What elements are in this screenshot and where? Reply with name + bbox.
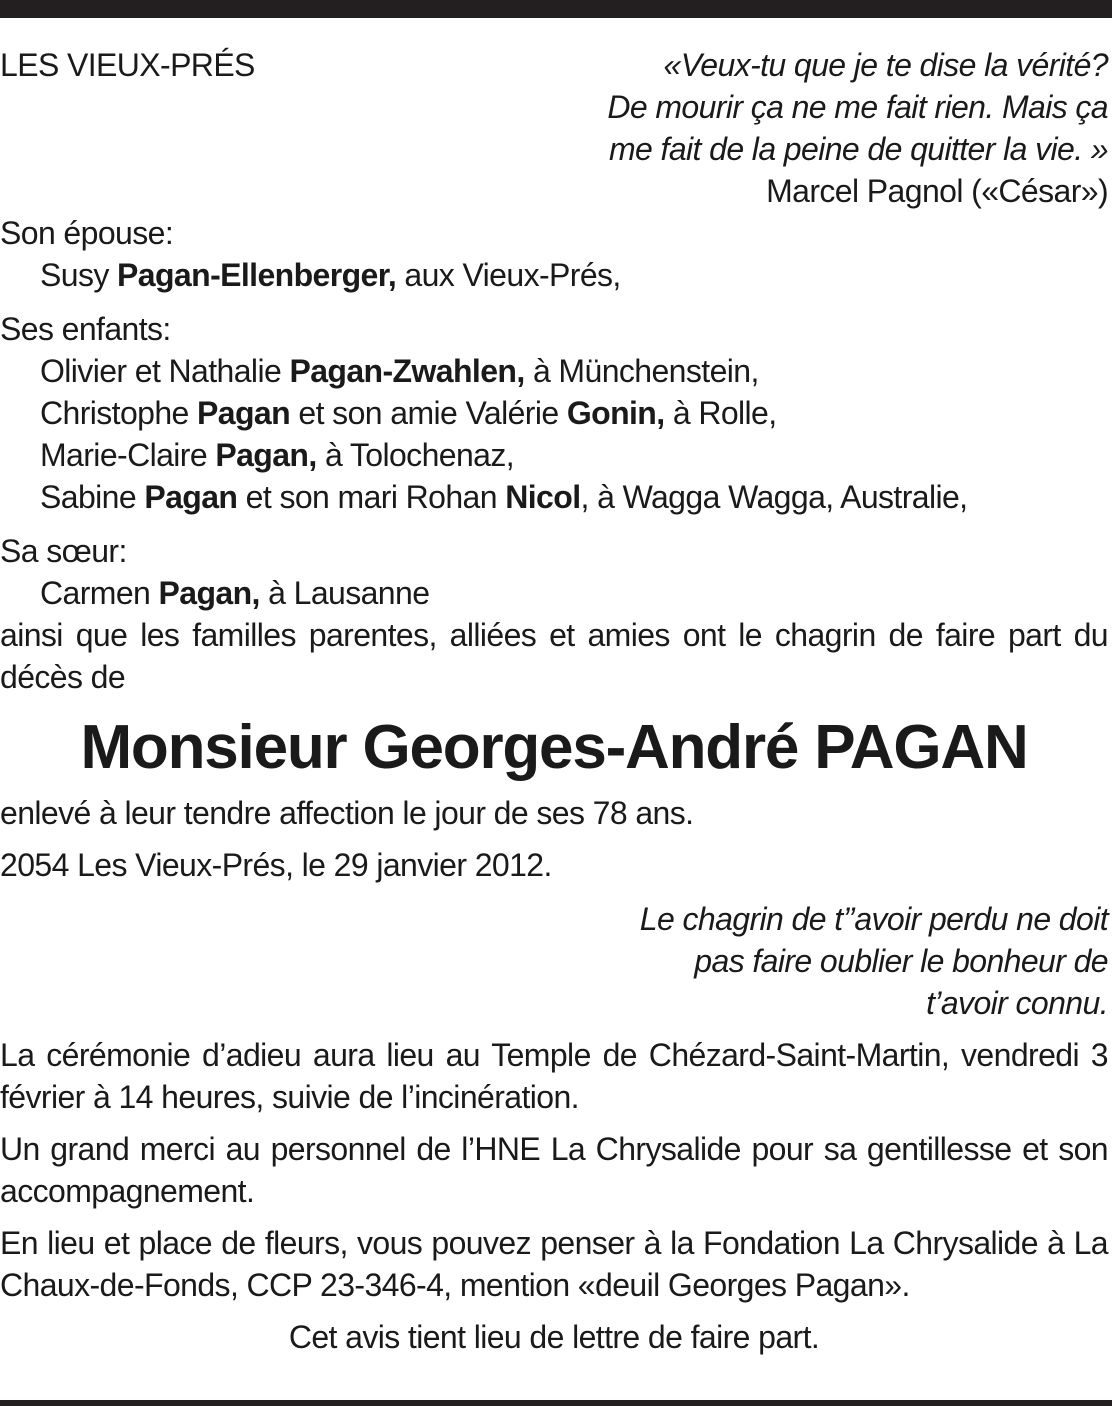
- sister-rest: à Lausanne: [259, 575, 430, 611]
- quote-line-1: «Veux-tu que je te dise la vérité?: [663, 47, 1108, 83]
- families-text: ainsi que les familles parentes, alliées et amies ont le chagrin de faire part du décès de: [0, 617, 1108, 695]
- ceremony-text: La cérémonie d’adieu aura lieu au Temple de Chézard-Saint-Martin, vendredi 3 février à 14 heures, suivie de l’incinération.: [0, 1037, 1108, 1115]
- child-line-2: [0, 392, 1108, 434]
- quote-author: Marcel Pagnol («César»): [766, 173, 1108, 209]
- quote-line-3: me fait de la peine de quitter la vie. »: [609, 131, 1108, 167]
- child-1-surname: Pagan-Zwahlen,: [289, 353, 525, 389]
- child-4-mid: et son mari Rohan: [237, 479, 506, 515]
- spouse-heading: Son épouse:: [0, 215, 174, 251]
- opening-quote: [607, 44, 1108, 212]
- sister-heading: Sa sœur:: [0, 533, 127, 569]
- top-border: [0, 0, 1112, 18]
- sister-surname: Pagan,: [158, 575, 260, 611]
- spouse-surname: Pagan-Ellenberger,: [117, 257, 397, 293]
- place-date: 2054 Les Vieux-Prés, le 29 janvier 2012.: [0, 847, 552, 883]
- sister-section: [0, 530, 1108, 698]
- child-1-first: Olivier et Nathalie: [40, 353, 290, 389]
- child-4-first: Sabine: [40, 479, 145, 515]
- thanks-text: Un grand merci au personnel de l’HNE La Chrysalide pour sa gentillesse et son accompagnement.: [0, 1131, 1108, 1209]
- child-3-surname: Pagan,: [215, 437, 317, 473]
- epitaph-line-2: pas faire oublier le bonheur de: [694, 943, 1108, 979]
- child-2-surname: Pagan: [197, 395, 291, 431]
- child-2-rest: à Rolle,: [664, 395, 777, 431]
- epitaph-line-3: t’avoir connu.: [926, 985, 1108, 1021]
- deceased-name: Monsieur Georges-André PAGAN: [80, 713, 1028, 782]
- closing-text: Cet avis tient lieu de lettre de faire part.: [288, 1319, 820, 1355]
- children-heading: Ses enfants:: [0, 311, 171, 347]
- child-2-partner-surname: Gonin,: [566, 395, 665, 431]
- flowers-text: En lieu et place de fleurs, vous pouvez penser à la Fondation La Chrysalide à La Chaux-de-Fonds, CCP 23-346-4, mention «deuil Georges Pagan».: [0, 1225, 1108, 1303]
- child-1-rest: à Münchenstein,: [524, 353, 759, 389]
- children-section: [0, 308, 1108, 518]
- child-line-4: [0, 476, 1108, 518]
- sister-first: Carmen: [40, 575, 159, 611]
- spouse-line: [0, 254, 1108, 296]
- child-4-surname: Pagan: [144, 479, 238, 515]
- child-4-rest: , à Wagga Wagga, Australie,: [580, 479, 968, 515]
- spouse-section: [0, 212, 1108, 296]
- child-4-partner-surname: Nicol: [505, 479, 581, 515]
- notice-header: [0, 44, 1108, 212]
- child-2-first: Christophe: [40, 395, 198, 431]
- quote-line-2: De mourir ça ne me fait rien. Mais ça: [607, 89, 1108, 125]
- child-3-first: Marie-Claire: [40, 437, 216, 473]
- spouse-first: Susy: [40, 257, 118, 293]
- bottom-border: [0, 1400, 1112, 1406]
- child-2-mid: et son amie Valérie: [290, 395, 567, 431]
- age-text: enlevé à leur tendre affection le jour de ses 78 ans.: [0, 795, 694, 831]
- sister-line: [0, 572, 1108, 614]
- obituary-notice: [0, 18, 1108, 1358]
- epitaph: [0, 898, 1108, 1024]
- spouse-rest: aux Vieux-Prés,: [396, 257, 621, 293]
- locality: LES VIEUX-PRÉS: [0, 47, 255, 83]
- child-line-3: [0, 434, 1108, 476]
- epitaph-line-1: Le chagrin de t’’avoir perdu ne doit: [639, 901, 1108, 937]
- child-line-1: [0, 350, 1108, 392]
- child-3-rest: à Tolochenaz,: [316, 437, 515, 473]
